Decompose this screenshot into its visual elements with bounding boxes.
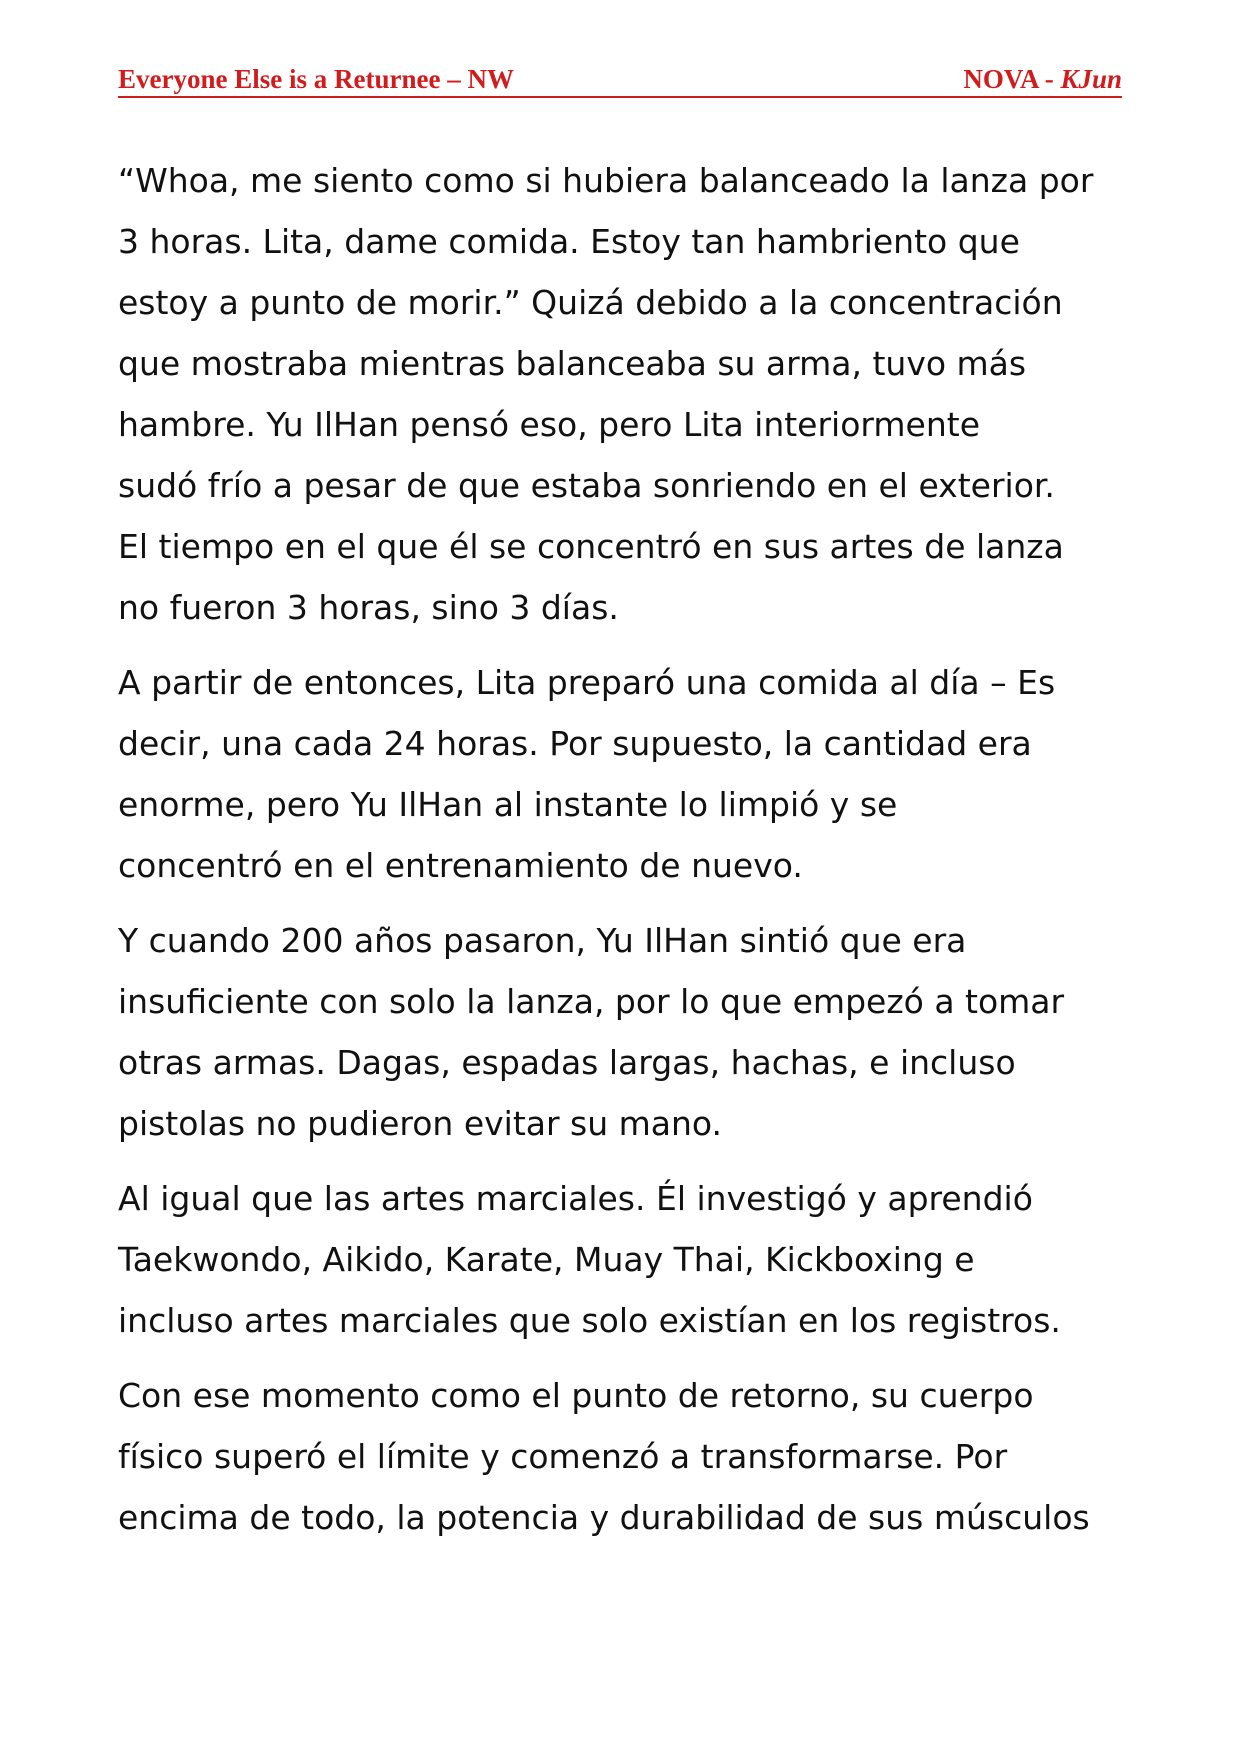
text-line: decir, una cada 24 horas. Por supuesto, la cantidad era — [118, 724, 1032, 763]
text-line: incluso artes marciales que solo existían en los registros. — [118, 1301, 1061, 1340]
paragraph — [118, 1365, 1130, 1548]
text-line: “Whoa, me siento como si hubiera balanceado la lanza por — [118, 161, 1094, 200]
document-body — [118, 150, 1130, 1562]
header-title: Everyone Else is a Returnee – NW — [118, 64, 514, 94]
header-credit-author: KJun — [1060, 64, 1122, 94]
text-line: encima de todo, la potencia y durabilidad de sus músculos — [118, 1498, 1090, 1537]
text-line: hambre. Yu IlHan pensó eso, pero Lita interiormente — [118, 405, 980, 444]
text-line: insuficiente con solo la lanza, por lo que empezó a tomar — [118, 982, 1065, 1021]
text-line: Con ese momento como el punto de retorno, su cuerpo — [118, 1376, 1034, 1415]
text-line: estoy a punto de morir.” Quizá debido a la concentración — [118, 283, 1063, 322]
text-line: El tiempo en el que él se concentró en sus artes de lanza — [118, 527, 1064, 566]
text-line: A partir de entonces, Lita preparó una comida al día – Es — [118, 663, 1056, 702]
header-credit — [963, 62, 1122, 96]
text-line: Y cuando 200 años pasaron, Yu IlHan sintió que era — [118, 921, 967, 960]
text-line: enorme, pero Yu IlHan al instante lo limpió y se — [118, 785, 898, 824]
paragraph — [118, 150, 1130, 638]
paragraph — [118, 910, 1130, 1154]
text-line: otras armas. Dagas, espadas largas, hachas, e incluso — [118, 1043, 1016, 1082]
paragraph — [118, 1168, 1130, 1351]
text-line: Al igual que las artes marciales. Él investigó y aprendió — [118, 1179, 1033, 1218]
text-line: 3 horas. Lita, dame comida. Estoy tan hambriento que — [118, 222, 1020, 261]
text-line: no fueron 3 horas, sino 3 días. — [118, 588, 619, 627]
header-credit-prefix: NOVA - — [963, 64, 1061, 94]
text-line: que mostraba mientras balanceaba su arma, tuvo más — [118, 344, 1027, 383]
page-header — [118, 62, 1122, 98]
text-line: físico superó el límite y comenzó a transformarse. Por — [118, 1437, 1008, 1476]
text-line: pistolas no pudieron evitar su mano. — [118, 1104, 723, 1143]
text-line: Taekwondo, Aikido, Karate, Muay Thai, Kickboxing e — [118, 1240, 975, 1279]
paragraph — [118, 652, 1130, 896]
text-line: sudó frío a pesar de que estaba sonriendo en el exterior. — [118, 466, 1055, 505]
text-line: concentró en el entrenamiento de nuevo. — [118, 846, 803, 885]
